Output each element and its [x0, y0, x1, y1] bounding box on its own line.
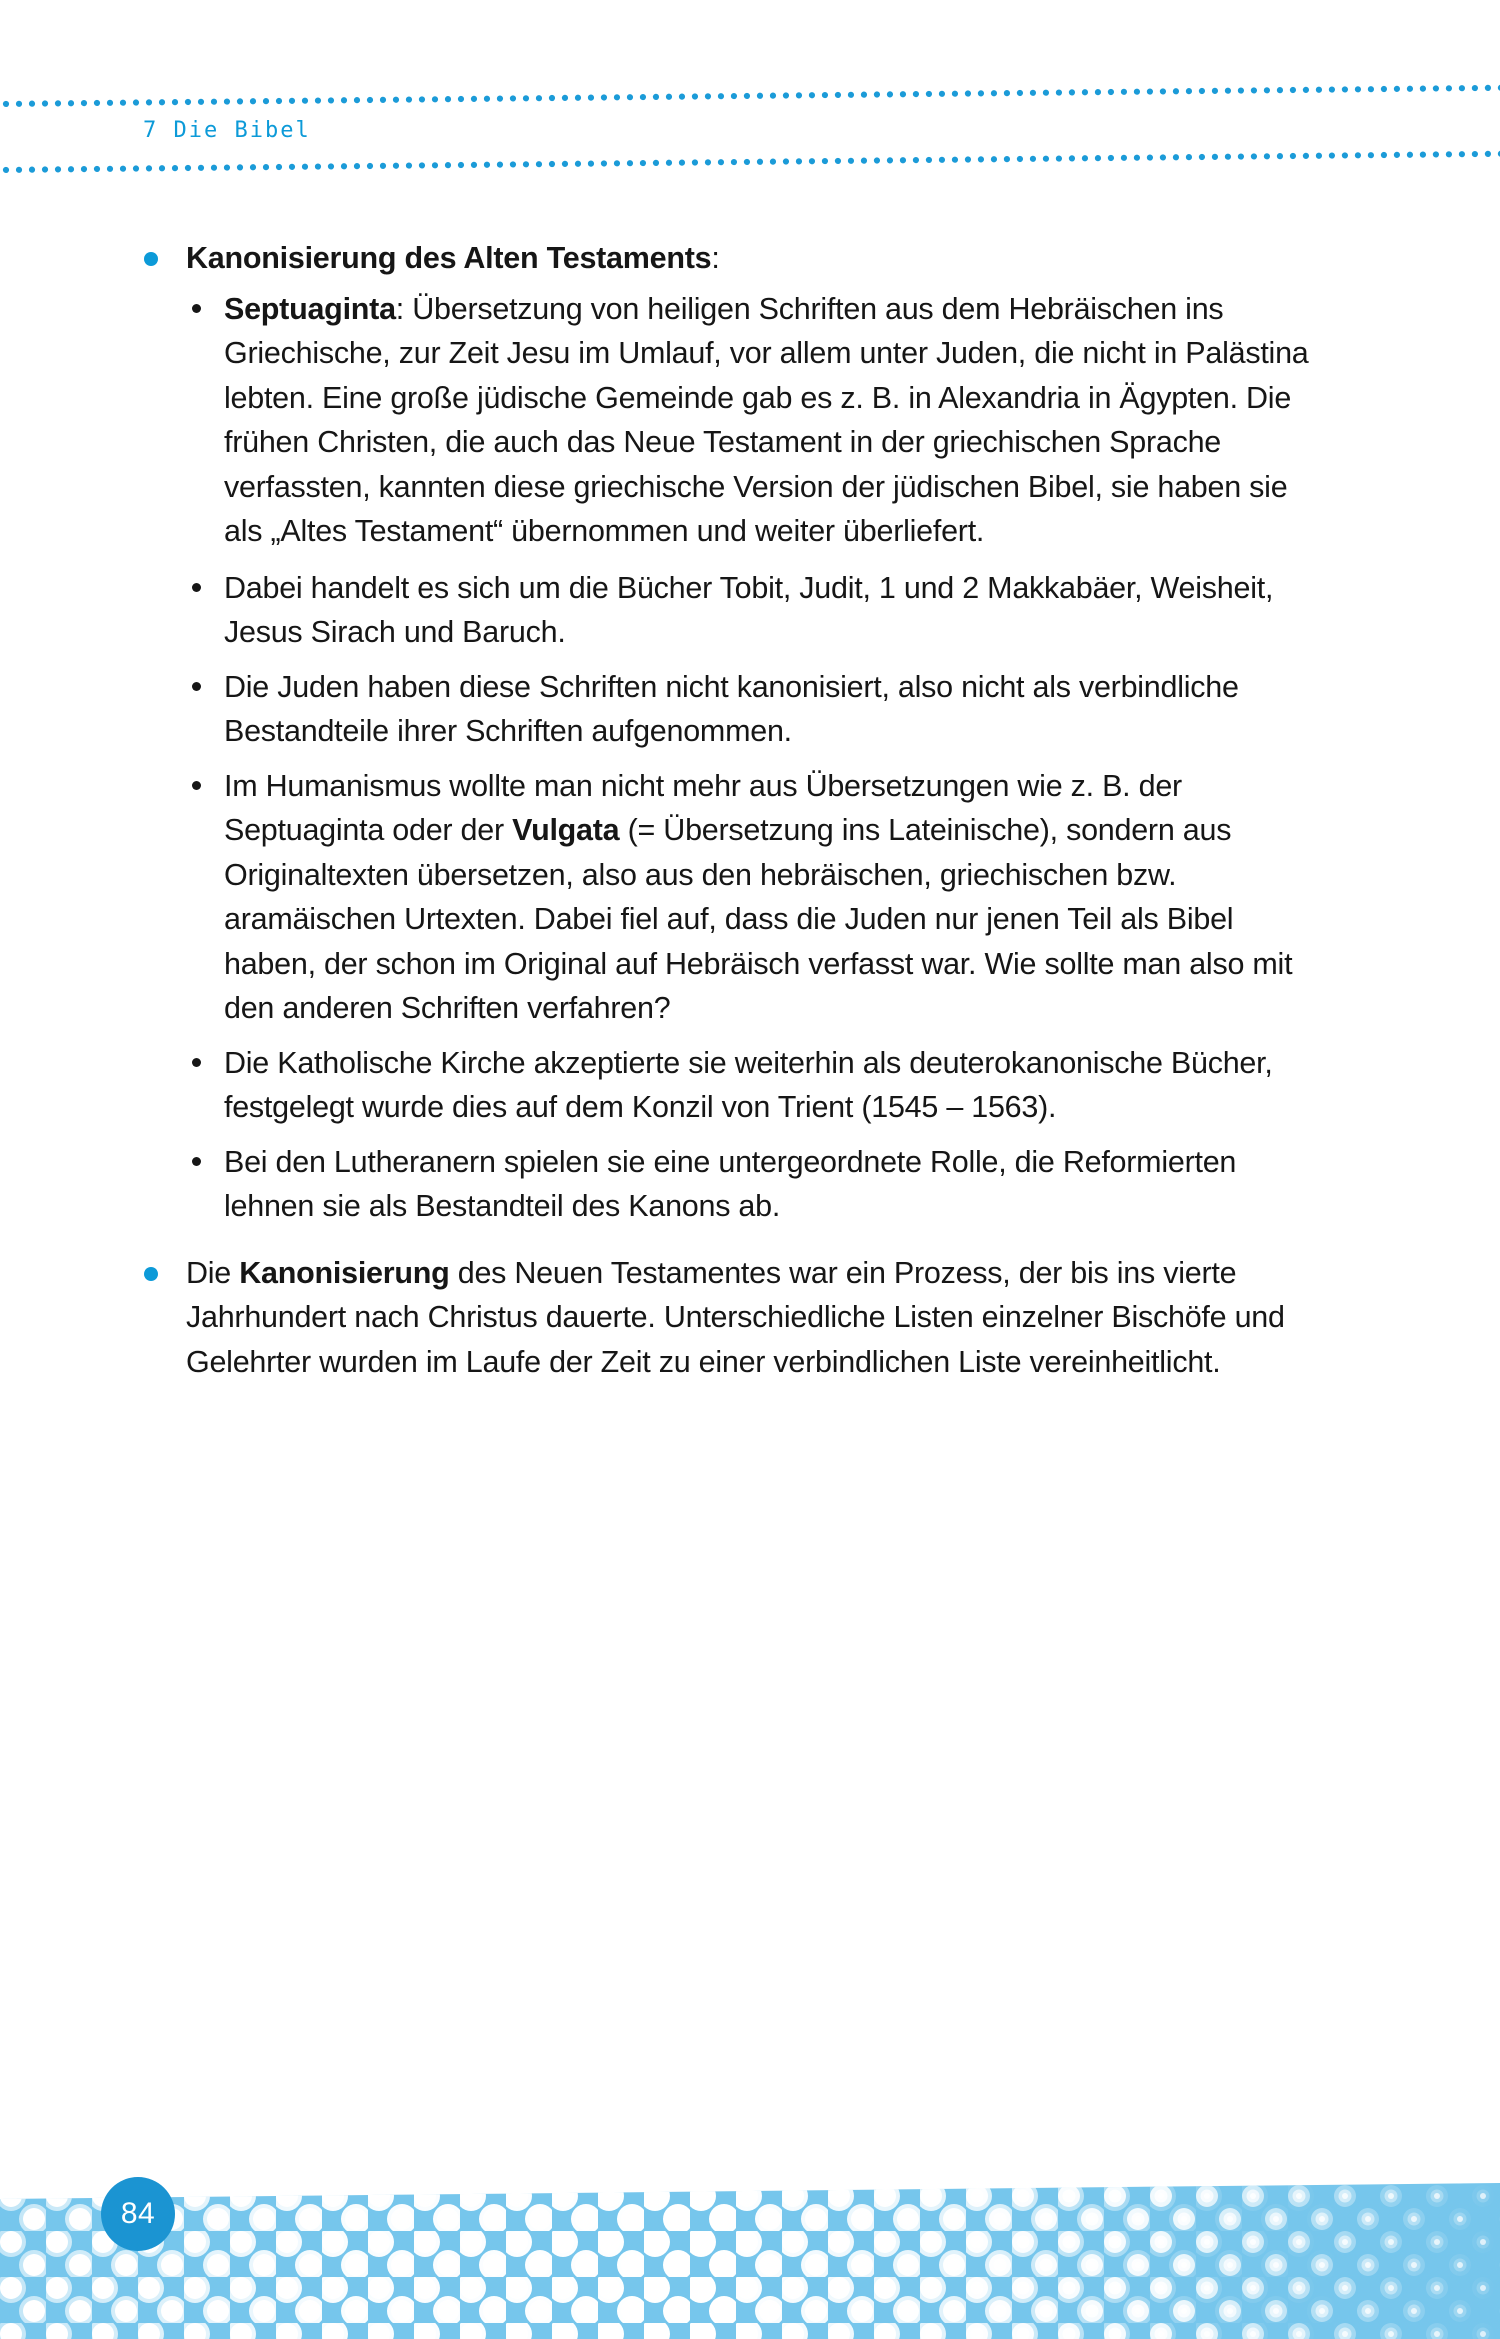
- list-item-body: [224, 287, 1313, 554]
- list-item-body: [186, 236, 1313, 1229]
- list-item-lead-rest: des Neuen Testamentes war ein Prozess, der bis ins vierte Jahrhundert nach Christus dauerte. Unterschiedliche Listen einzelner Bischöfe und Gelehrter wurden im Laufe der Zeit zu einer verbindlichen Liste vereinheitlicht.: [186, 1255, 1285, 1379]
- list-item-lead-bold: Kanonisierung des Alten Testaments: [186, 241, 712, 275]
- bullet-black-icon: [192, 781, 201, 790]
- list-item-body: Die Juden haben diese Schriften nicht kanonisiert, also nicht als verbindliche Bestandteile ihrer Schriften aufgenommen.: [224, 669, 1239, 748]
- list-item-lead-rest: :: [711, 241, 720, 275]
- list-item: [186, 1140, 1313, 1229]
- running-header-title: 7 Die Bibel: [143, 118, 311, 143]
- list-item: [186, 665, 1313, 754]
- page-content: [0, 236, 1500, 1394]
- sub-item-bold-mid: Vulgata: [512, 813, 620, 847]
- header-dotted-rule-bottom: [0, 145, 1500, 178]
- list-item: [186, 287, 1313, 554]
- list-item-body: [224, 764, 1313, 1031]
- sub-item-text-after: (= Übersetzung ins Lateinische), sondern aus Originaltexten übersetzen, also aus den hebräischen, griechischen bzw. aramäischen Urtexten. Dabei fiel auf, dass die Juden nur jenen Teil als Bibel haben, der schon im Original auf Hebräisch verfasst war. Wie sollte man also mit den anderen Schriften verfahren?: [224, 813, 1293, 1025]
- bullet-black-icon: [192, 1058, 201, 1067]
- list-item-body: Die Katholische Kirche akzeptierte sie weiterhin als deuterokanonische Bücher, festgelegt wurde dies auf dem Konzil von Trient (1545 – 1563).: [224, 1045, 1273, 1124]
- bullet-black-icon: [192, 583, 201, 592]
- sub-item-text: : Übersetzung von heiligen Schriften aus dem Hebräischen ins Griechische, zur Zeit Jesu im Umlauf, vor allem unter Juden, die nicht in Palästina lebten. Eine große jüdische Gemeinde gab es z. B. in Alexandria in Ägypten. Die frühen Christen, die auch das Neue Testament in der griechischen Sprache verfassten, kannten diese griechische Version der jüdischen Bibel, sie haben sie als „Altes Testament“ übernommen und weiter überliefert.: [224, 291, 1309, 548]
- list-item-lead-plain: Die: [186, 1255, 240, 1290]
- list-item: [186, 764, 1313, 1031]
- sub-item-bold-lead: Septuaginta: [224, 291, 396, 326]
- list-item-body: Dabei handelt es sich um die Bücher Tobit, Judit, 1 und 2 Makkabäer, Weisheit, Jesus Sirach und Baruch.: [224, 570, 1274, 649]
- header-dotted-rule-top: [0, 79, 1500, 112]
- list-item-body: [186, 1251, 1313, 1385]
- top-level-list: [0, 236, 1500, 1384]
- list-item: [186, 566, 1313, 655]
- sub-item-text-before: Im Humanismus wollte man nicht mehr aus Übersetzungen wie z. B. der Septuaginta oder der: [224, 768, 1182, 847]
- list-item: [186, 1041, 1313, 1130]
- page-header: [0, 0, 1500, 190]
- list-item-lead-bold: Kanonisierung: [239, 1255, 450, 1290]
- sub-level-list: [186, 287, 1313, 1229]
- list-item: [0, 236, 1500, 1229]
- bullet-blue-icon: [144, 252, 158, 266]
- bullet-black-icon: [192, 682, 201, 691]
- page-number-badge: 84: [101, 2177, 175, 2251]
- footer-decorative-band: [0, 2139, 1500, 2339]
- bullet-blue-icon: [144, 1267, 158, 1281]
- bullet-black-icon: [192, 1157, 201, 1166]
- bullet-black-icon: [192, 304, 201, 313]
- list-item-body: Bei den Lutheranern spielen sie eine untergeordnete Rolle, die Reformierten lehnen sie als Bestandteil des Kanons ab.: [224, 1144, 1237, 1223]
- list-item: [0, 1251, 1500, 1385]
